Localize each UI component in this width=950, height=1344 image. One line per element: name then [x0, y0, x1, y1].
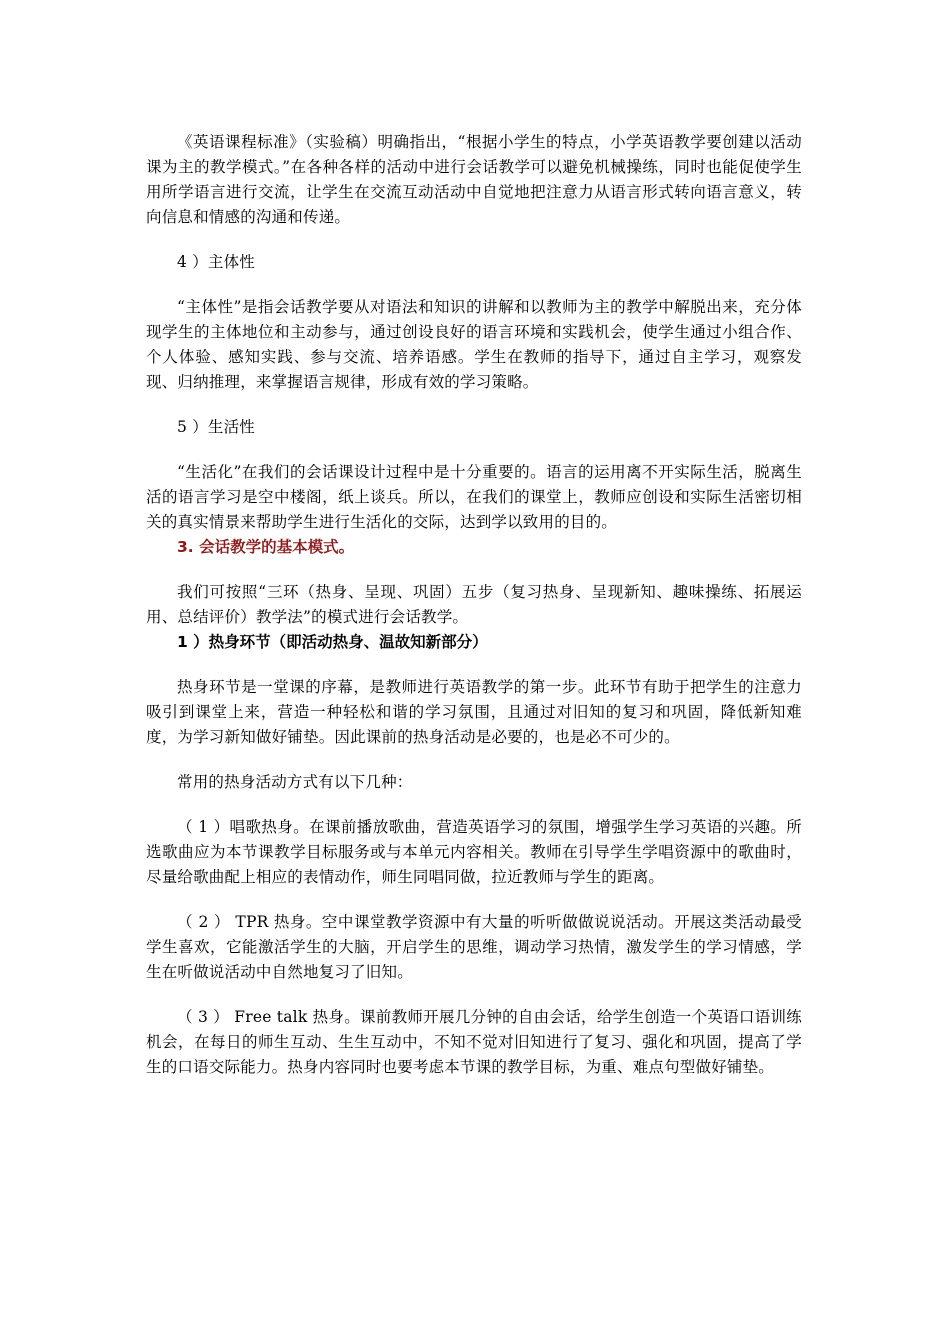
section-heading-basic-mode: 3. 会话教学的基本模式。	[177, 538, 355, 556]
paragraph-three-rings-five-steps: 我们可按照“三环（热身、呈现、巩固）五步（复习热身、呈现新知、趣味操练、拓展运用、总结评价）教学法”的模式进行会话教学。	[146, 583, 802, 626]
paragraph-song-warm-up: （ 1 ）唱歌热身。在课前播放歌曲，营造英语学习的氛围，增强学生学习英语的兴趣。所选歌曲应为本节课教学目标服务或与本单元内容相关。教师在引导学生学唱资源中的歌曲时，尽量给歌曲配上相应的表情动作，师生同唱同做，拉近教师与学生的距离。	[146, 818, 802, 886]
paragraph-free-talk-warm-up: （ 3 ） Free talk 热身。课前教师开展几分钟的自由会话，给学生创造一个英语口语训练机会，在每日的师生互动、生生互动中，不知不觉对旧知进行了复习、强化和巩固，提高了学生的口语交际能力。热身内容同时也要考虑本节课的教学目标，为重、难点句型做好铺垫。	[146, 1008, 802, 1076]
paragraph-curriculum-standard: 《英语课程标准》（实验稿）明确指出，“根据小学生的特点，小学英语教学要创建以活动课为主的教学模式。”在各种各样的活动中进行会话教学可以避免机械操练，同时也能促使学生用所学语言进行交流，让学生在交流互动活动中自觉地把注意力从语言形式转向语言意义，转向信息和情感的沟通和传递。	[146, 133, 802, 226]
paragraph-life-oriented: “生活化”在我们的会话课设计过程中是十分重要的。语言的运用离不开实际生活，脱离生活的语言学习是空中楼阁，纸上谈兵。所以，在我们的课堂上，教师应创设和实际生活密切相关的真实情景来帮助学生进行生活化的交际，达到学以致用的目的。	[146, 463, 802, 531]
paragraph-subjectivity: “主体性”是指会话教学要从对语法和知识的讲解和以教师为主的教学中解脱出来，充分体现学生的主体地位和主动参与，通过创设良好的语言环境和实践机会，使学生通过小组合作、个人体验、感知实践、参与交流、培养语感。学生在教师的指导下，通过自主学习，观察发现、归纳推理，来掌握语言规律，形成有效的学习策略。	[146, 298, 802, 391]
paragraph-warm-up-methods-intro: 常用的热身活动方式有以下几种：	[177, 773, 413, 791]
document-body	[146, 130, 802, 1080]
paragraph-tpr-warm-up: （ 2 ） TPR 热身。空中课堂教学资源中有大量的听听做做说说活动。开展这类活动最受学生喜欢，它能激活学生的大脑，开启学生的思维，调动学习热情，激发学生的学习情感，学生在听做说活动中自然地复习了旧知。	[146, 913, 802, 981]
subheading-life-oriented: 5 ）生活性	[177, 418, 255, 436]
paragraph-warm-up: 热身环节是一堂课的序幕，是教师进行英语教学的第一步。此环节有助于把学生的注意力吸引到课堂上来，营造一种轻松和谐的学习氛围，且通过对旧知的复习和巩固，降低新知难度，为学习新知做好铺垫。因此课前的热身活动是必要的，也是必不可少的。	[146, 678, 802, 746]
subheading-warm-up: 1 ）热身环节（即活动热身、温故知新部分）	[177, 633, 488, 651]
subheading-subjectivity: 4 ）主体性	[177, 253, 255, 271]
